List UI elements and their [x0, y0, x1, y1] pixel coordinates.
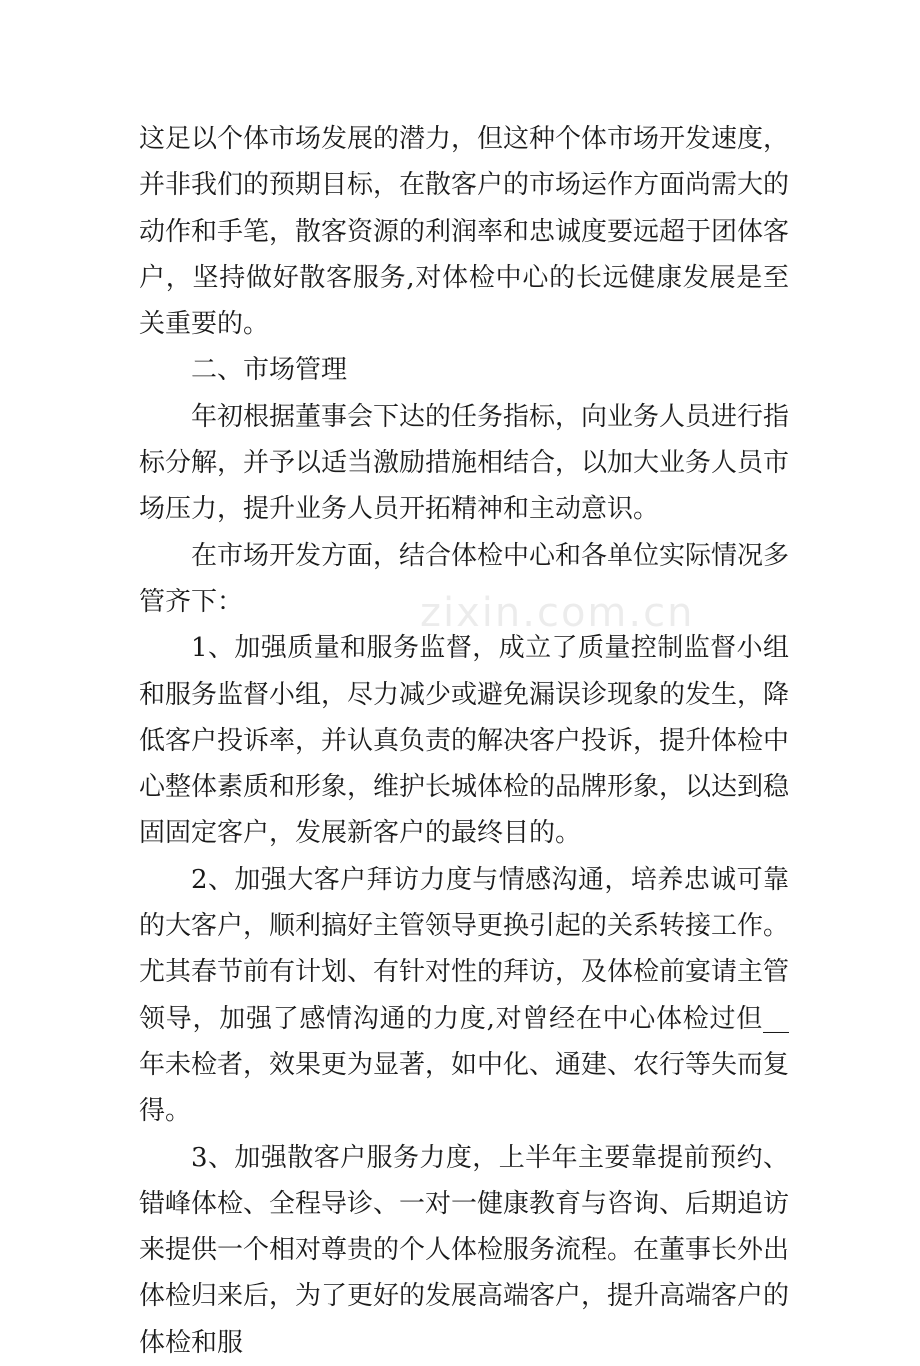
watermark: zixin.com.cn	[420, 590, 695, 636]
document-body	[139, 116, 789, 1366]
paragraph-task-indicators: 年初根据董事会下达的任务指标，向业务人员进行指标分解，并予以适当激励措施相结合，以加大业务人员市场压力，提升业务人员开拓精神和主动意识。	[139, 401, 790, 525]
list-item-quality-supervision: 1、加强质量和服务监督，成立了质量控制监督小组和服务监督小组，尽力减少或避免漏误诊现象的发生，降低客户投诉率，并认真负责的解决客户投诉，提升体检中心整体素质和形象，维护长城体检的品牌形象，以达到稳固固定客户，发展新客户的最终目的。	[139, 633, 790, 849]
paragraph-market-development: 在市场开发方面，结合体检中心和各单位实际情况多管齐下：	[139, 540, 790, 617]
list-item-individual-client-service: 3、加强散客户服务力度，上半年主要靠提前预约、错峰体检、全程导诊、一对一健康教育与咨询、后期追访来提供一个相对尊贵的个人体检服务流程。在董事长外出体检归来后，为了更好的发展高端客户，提升高端客户的体检和服	[139, 1142, 790, 1358]
list-item-major-client-visits: 2、加强大客户拜访力度与情感沟通，培养忠诚可靠的大客户，顺利搞好主管领导更换引起的关系转接工作。尤其春节前有计划、有针对性的拜访，及体检前宴请主管领导，加强了感情沟通的力度,对曾经在中心体检过但__年未检者，效果更为显著，如中化、通建、农行等失而复得。	[139, 864, 790, 1127]
section-heading-market-management: 二、市场管理	[191, 355, 348, 386]
paragraph-potential-of-individual-market: 这足以个体市场发展的潜力，但这种个体市场开发速度，并非我们的预期目标，在散客户的市场运作方面尚需大的动作和手笔，散客资源的利润率和忠诚度要远超于团体客户，坚持做好散客服务,对体检中心的长远健康发展是至关重要的。	[139, 124, 790, 340]
